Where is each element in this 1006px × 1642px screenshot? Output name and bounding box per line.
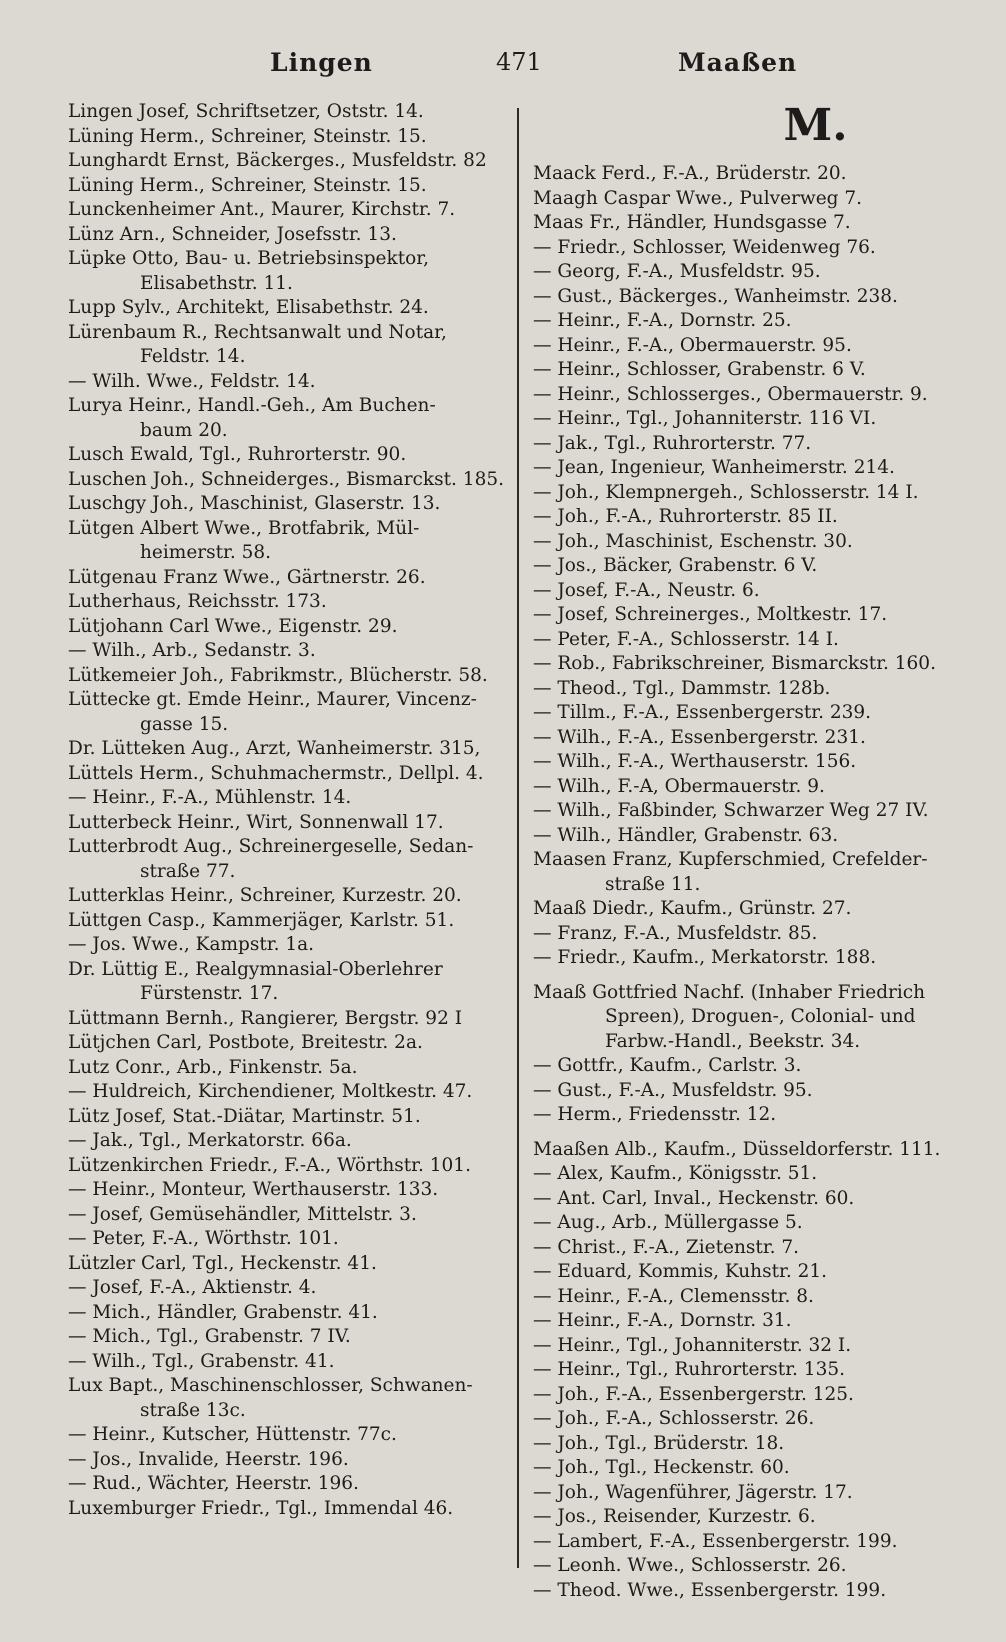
directory-entry: Lunghardt Ernst, Bäckerges., Musfeldstr. 82 [68,150,487,171]
directory-entry: — Wilh., Arb., Sedanstr. 3. [68,640,316,661]
directory-entry: — Heinr., Tgl., Johanniterstr. 116 VI. [533,408,877,429]
directory-entry: Maaß Gottfried Nachf. (Inhaber Friedrich [533,981,926,1003]
directory-entry: — Friedr., Kaufm., Merkatorstr. 188. [533,947,877,968]
directory-entry: — Leonh. Wwe., Schlosserstr. 26. [533,1555,847,1576]
directory-entry: — Eduard, Kommis, Kuhstr. 21. [533,1261,828,1282]
directory-entry: — Jos., Reisender, Kurzestr. 6. [533,1506,816,1527]
directory-entry: Lütjchen Carl, Postbote, Breitestr. 2a. [68,1032,423,1053]
directory-entry: — Heinr., Kutscher, Hüttenstr. 77c. [68,1424,397,1445]
directory-entry: — Theod., Tgl., Dammstr. 128b. [533,677,831,699]
directory-entry: — Lambert, F.-A., Essenbergerstr. 199. [533,1530,898,1552]
directory-entry: — Gottfr., Kaufm., Carlstr. 3. [533,1055,802,1076]
column-divider [517,108,519,1568]
directory-entry: Luxemburger Friedr., Tgl., Immendal 46. [68,1497,454,1519]
directory-entry: — Heinr., Tgl., Johanniterstr. 32 I. [533,1334,852,1356]
directory-entry: Lütz Josef, Stat.-Diätar, Martinstr. 51. [68,1105,421,1127]
directory-entry: Dr. Lüttig E., Realgymnasial-Oberlehrer [68,958,443,980]
left-column [68,100,508,1521]
directory-entry: — Ant. Carl, Inval., Heckenstr. 60. [533,1187,855,1209]
directory-entry: Maaßen Alb., Kaufm., Düsseldorferstr. 111. [533,1138,941,1160]
directory-entry: Lutterbrodt Aug., Schreinergeselle, Sedan- [68,836,474,857]
directory-entry: Lüttecke gt. Emde Heinr., Maurer, Vincenz- [68,689,477,710]
directory-entry: — Heinr., F.-A., Mühlenstr. 14. [68,787,352,808]
directory-entry: Lüttgen Casp., Kammerjäger, Karlstr. 51. [68,909,455,931]
directory-entry: Lurya Heinr., Handl.-Geh., Am Buchen- [68,395,436,416]
directory-entry: — Huldreich, Kirchendiener, Moltkestr. 47. [68,1081,473,1102]
directory-entry-continuation: straße 11. [605,873,701,895]
directory-entry: Lusch Ewald, Tgl., Ruhrorterstr. 90. [68,444,407,465]
directory-entry: — Heinr., F.-A., Obermauerstr. 95. [533,334,852,356]
directory-entry: — Theod. Wwe., Essenbergerstr. 199. [533,1579,887,1601]
directory-entry: — Wilh., F.-A., Werthauserstr. 156. [533,751,857,772]
directory-entry: — Herm., Friedensstr. 12. [533,1104,777,1125]
directory-entry: — Aug., Arb., Müllergasse 5. [533,1212,803,1233]
directory-entry: — Wilh., Faßbinder, Schwarzer Weg 27 IV. [533,800,929,821]
directory-entry: — Heinr., F.-A., Dornstr. 25. [533,310,792,331]
directory-entry: Lux Bapt., Maschinenschlosser, Schwanen- [68,1375,473,1396]
directory-entry: — Heinr., Monteur, Werthauserstr. 133. [68,1179,439,1200]
directory-entry: Lunckenheimer Ant., Maurer, Kirchstr. 7. [68,199,456,220]
directory-entry: Lütgen Albert Wwe., Brotfabrik, Mül- [68,517,420,539]
directory-entry: — Heinr., F.-A., Dornstr. 31. [533,1310,792,1331]
directory-entry: — Wilh., F.-A, Obermauerstr. 9. [533,775,825,797]
directory-entry: — Joh., F.-A., Ruhrorterstr. 85 II. [533,506,838,527]
directory-entry-continuation: straße 77. [140,860,236,882]
directory-entry: Lutterklas Heinr., Schreiner, Kurzestr. 20. [68,885,462,906]
directory-entry: — Peter, F.-A., Schlosserstr. 14 I. [533,628,839,650]
directory-entry: — Jean, Ingenieur, Wanheimerstr. 214. [533,457,895,478]
directory-entry: Lütgenau Franz Wwe., Gärtnerstr. 26. [68,566,426,588]
directory-entry: Lütjohann Carl Wwe., Eigenstr. 29. [68,615,398,637]
directory-entry: — Wilh., Händler, Grabenstr. 63. [533,824,839,846]
directory-entry-continuation: Spreen), Droguen-, Colonial- und [605,1006,916,1027]
page-header [0,48,1006,88]
directory-entry: — Jos., Invalide, Heerstr. 196. [68,1448,349,1470]
directory-entry: — Heinr., F.-A., Clemensstr. 8. [533,1285,814,1307]
directory-entry: Lüttmann Bernh., Rangierer, Bergstr. 92 I [68,1007,463,1029]
directory-entry: — Alex, Kaufm., Königsstr. 51. [533,1163,818,1184]
directory-entry-continuation: Farbw.-Handl., Beekstr. 34. [605,1030,861,1052]
directory-entry: Luschen Joh., Schneiderges., Bismarckst. 185. [68,468,504,490]
directory-entry: Lingen Josef, Schriftsetzer, Oststr. 14. [68,101,424,122]
directory-entry: — Josef, F.-A., Neustr. 6. [533,579,760,601]
directory-entry: Lupp Sylv., Architekt, Elisabethstr. 24. [68,297,429,318]
directory-entry: — Christ., F.-A., Zietenstr. 7. [533,1236,800,1258]
directory-entry: Lützler Carl, Tgl., Heckenstr. 41. [68,1252,377,1274]
directory-entry: — Josef, F.-A., Aktienstr. 4. [68,1277,317,1298]
directory-entry: Lüning Herm., Schreiner, Steinstr. 15. [68,125,427,147]
header-left-catchword: Lingen [270,48,373,77]
right-column [533,100,978,1603]
directory-entry: Maack Ferd., F.-A., Brüderstr. 20. [533,163,847,184]
page-number: 471 [496,48,542,76]
directory-entry: — Jak., Tgl., Merkatorstr. 66a. [68,1130,352,1151]
directory-entry: — Peter, F.-A., Wörthstr. 101. [68,1228,339,1249]
directory-entry: — Joh., Wagenführer, Jägerstr. 17. [533,1481,853,1503]
directory-entry: — Heinr., Tgl., Ruhrorterstr. 135. [533,1359,845,1380]
directory-entry: — Joh., F.-A., Schlosserstr. 26. [533,1408,815,1429]
section-letter: M. [783,100,848,151]
directory-entry: — Mich., Tgl., Grabenstr. 7 IV. [68,1326,351,1347]
directory-entry: Maas Fr., Händler, Hundsgasse 7. [533,212,851,233]
directory-entry-continuation: heimerstr. 58. [140,542,272,563]
directory-entry: — Gust., F.-A., Musfeldstr. 95. [533,1079,813,1101]
directory-entry: — Rob., Fabrikschreiner, Bismarckstr. 160. [533,653,936,674]
directory-entry-continuation: straße 13c. [140,1399,246,1421]
directory-entry: Luschgy Joh., Maschinist, Glaserstr. 13. [68,493,441,514]
directory-entry: Lüning Herm., Schreiner, Steinstr. 15. [68,174,427,196]
directory-entry: Dr. Lütteken Aug., Arzt, Wanheimerstr. 315, [68,738,481,759]
directory-entry: Lützenkirchen Friedr., F.-A., Wörthstr. 101. [68,1154,471,1176]
directory-entry-continuation: Elisabethstr. 11. [140,272,293,294]
directory-entry: — Franz, F.-A., Musfeldstr. 85. [533,922,818,944]
directory-entry: — Rud., Wächter, Heerstr. 196. [68,1473,359,1494]
directory-entry: — Wilh., F.-A., Essenbergerstr. 231. [533,726,866,748]
directory-entry: — Joh., F.-A., Essenbergerstr. 125. [533,1383,854,1405]
directory-entry: — Heinr., Schlosser, Grabenstr. 6 V. [533,359,866,380]
directory-entry: — Wilh., Tgl., Grabenstr. 41. [68,1350,335,1372]
directory-entry: — Jos. Wwe., Kampstr. 1a. [68,934,315,955]
directory-entry: Lütkemeier Joh., Fabrikmstr., Blücherstr. 58. [68,664,488,686]
directory-entry: — Joh., Tgl., Heckenstr. 60. [533,1457,790,1478]
directory-entry: — Heinr., Schlosserges., Obermauerstr. 9. [533,383,928,405]
directory-entry: — Wilh. Wwe., Feldstr. 14. [68,370,316,392]
directory-entry: Maasen Franz, Kupferschmied, Crefelder- [533,849,928,870]
directory-entry: Lünz Arn., Schneider, Josefsstr. 13. [68,223,397,245]
directory-entry: — Joh., Maschinist, Eschenstr. 30. [533,530,853,552]
directory-entry-continuation: Feldstr. 14. [140,346,246,367]
directory-entry: — Tillm., F.-A., Essenbergerstr. 239. [533,702,872,723]
directory-entry-continuation: gasse 15. [140,713,229,735]
directory-entry: Lüttels Herm., Schuhmachermstr., Dellpl. 4. [68,762,484,784]
directory-entry: — Gust., Bäckerges., Wanheimstr. 238. [533,285,898,307]
directory-entry: — Jak., Tgl., Ruhrorterstr. 77. [533,432,812,454]
directory-entry: Lutherhaus, Reichsstr. 173. [68,591,327,612]
directory-entry-continuation: baum 20. [140,419,228,441]
directory-entry: — Mich., Händler, Grabenstr. 41. [68,1301,378,1323]
directory-entry: — Georg, F.-A., Musfeldstr. 95. [533,261,821,282]
directory-entry: Lüpke Otto, Bau- u. Betriebsinspektor, [68,248,429,269]
directory-entry: — Joh., Tgl., Brüderstr. 18. [533,1432,785,1454]
directory-entry: — Josef, Gemüsehändler, Mittelstr. 3. [68,1203,417,1225]
directory-entry: — Josef, Schreinerges., Moltkestr. 17. [533,604,888,625]
directory-entry: — Jos., Bäcker, Grabenstr. 6 V. [533,555,818,576]
directory-entry: Maagh Caspar Wwe., Pulverweg 7. [533,187,863,209]
header-right-catchword: Maaßen [678,48,798,77]
directory-entry: Maaß Diedr., Kaufm., Grünstr. 27. [533,898,852,919]
directory-entry: — Joh., Klempnergeh., Schlosserstr. 14 I. [533,481,919,503]
directory-entry: Lutz Conr., Arb., Finkenstr. 5a. [68,1056,358,1078]
directory-entry: Lutterbeck Heinr., Wirt, Sonnenwall 17. [68,811,444,833]
directory-entry: — Friedr., Schlosser, Weidenweg 76. [533,236,876,258]
directory-entry-continuation: Fürstenstr. 17. [140,983,279,1004]
directory-entry: Lürenbaum R., Rechtsanwalt und Notar, [68,321,447,343]
